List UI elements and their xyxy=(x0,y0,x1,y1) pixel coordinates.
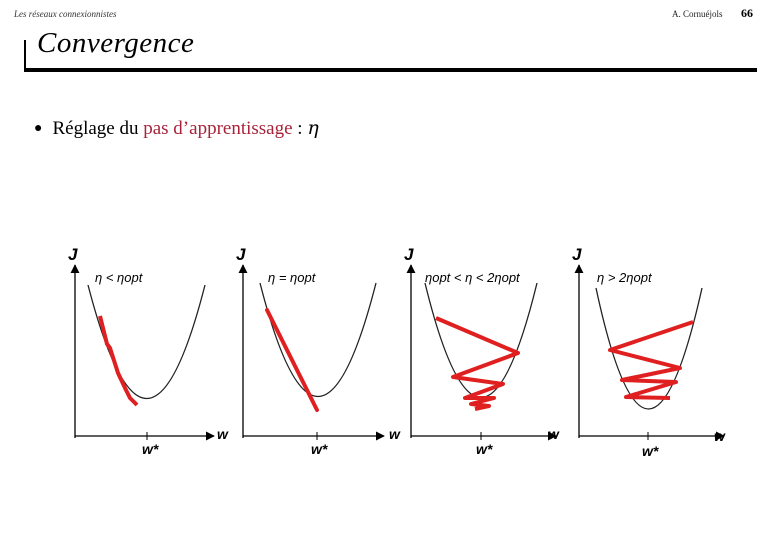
panel-2 xyxy=(236,245,401,457)
page-number: 66 xyxy=(741,6,753,20)
panel-4-y-label: J xyxy=(572,245,582,264)
panel-2-min-label: w* xyxy=(311,441,328,457)
panel-4-descent-path xyxy=(610,322,693,398)
panel-2-x-label: w xyxy=(389,426,400,442)
panel-1-x-label: w xyxy=(217,426,228,442)
author-header: A. Cornuéjols xyxy=(672,9,723,19)
panel-2-y-label: J xyxy=(236,245,246,264)
panel-4 xyxy=(572,245,726,459)
panel-3-condition: ηopt < η < 2ηopt xyxy=(425,270,520,285)
panel-1-y-label: J xyxy=(68,245,78,264)
bullet-highlight: pas d’apprentissage xyxy=(143,118,293,139)
panel-2-error-curve xyxy=(260,283,376,397)
bullet-dot-icon: ● xyxy=(34,121,43,136)
panel-4-x-label: w xyxy=(714,428,725,444)
panel-3-x-label: w xyxy=(548,426,559,442)
course-header: Les réseaux connexionnistes xyxy=(14,9,117,19)
bullet-eta-symbol: η xyxy=(307,117,319,139)
panel-4-condition: η > 2ηopt xyxy=(597,270,652,285)
panel-4-min-label: w* xyxy=(642,443,659,459)
bullet-prefix: Réglage du xyxy=(52,118,144,139)
panel-1-condition: η < ηopt xyxy=(95,270,143,285)
panel-1 xyxy=(68,245,229,457)
panel-3 xyxy=(404,245,560,457)
slide-title: Convergence xyxy=(37,27,195,59)
bullet-suffix: : xyxy=(292,118,308,139)
panel-1-descent-path xyxy=(100,316,137,405)
panel-2-condition: η = ηopt xyxy=(268,270,316,285)
panel-3-y-label: J xyxy=(404,245,414,264)
panel-1-min-label: w* xyxy=(142,441,159,457)
panel-2-descent-path xyxy=(267,310,317,410)
panel-3-min-label: w* xyxy=(476,441,493,457)
panel-3-descent-path xyxy=(436,318,518,409)
